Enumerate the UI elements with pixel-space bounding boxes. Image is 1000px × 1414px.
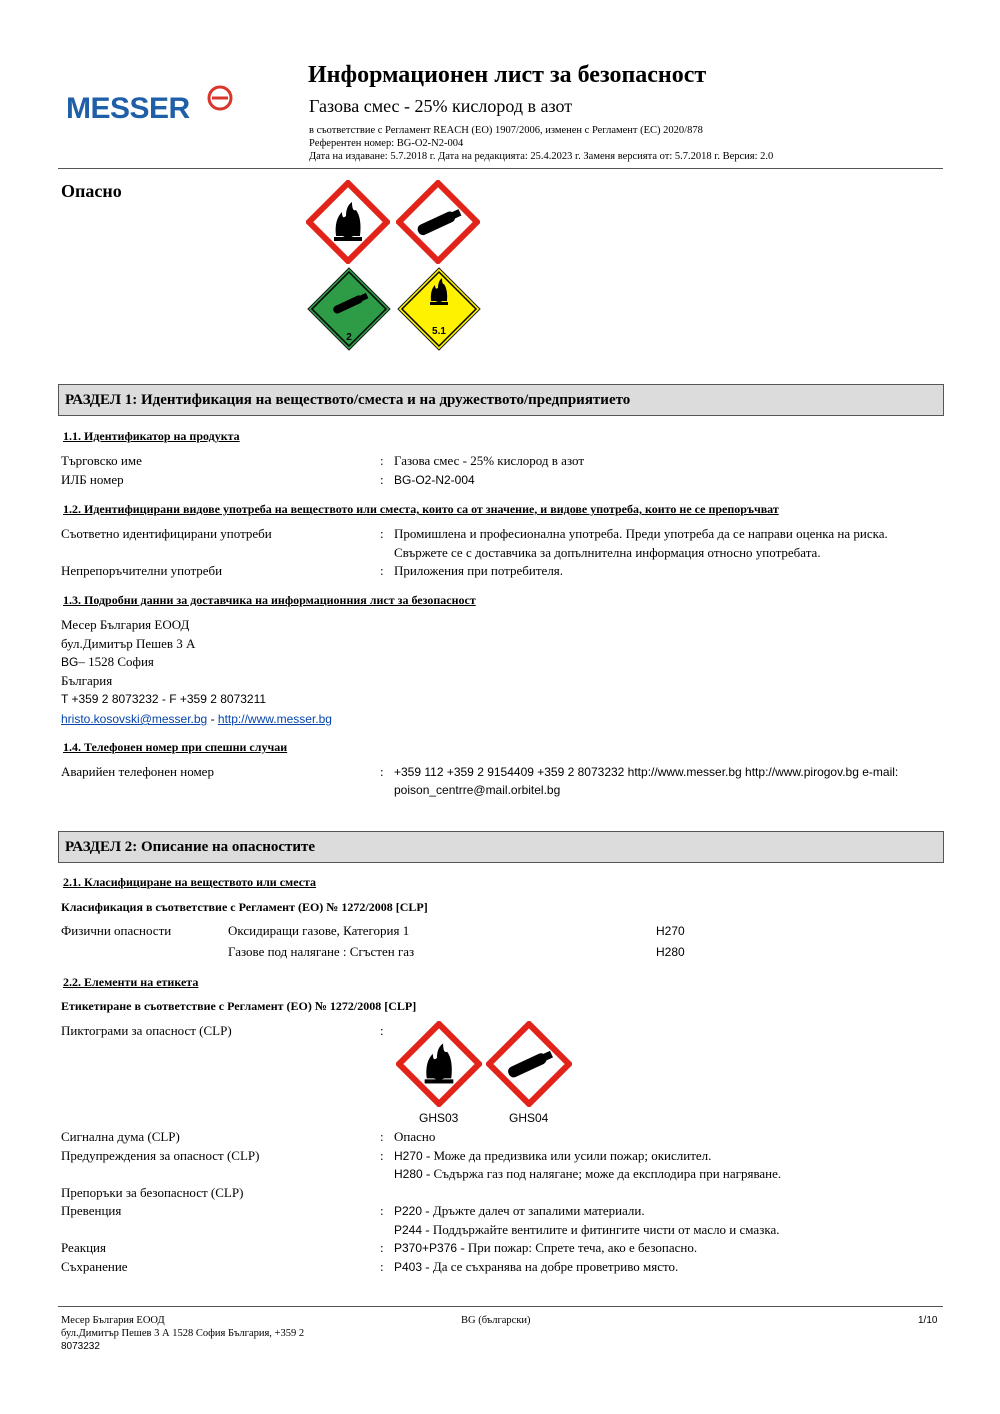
footer-company: Месер България ЕООД — [61, 1315, 165, 1326]
hazard-statements-label: Предупреждения за опасност (CLP) — [61, 1148, 260, 1163]
subsection-1-3-title: 1.3. Подробни данни за доставчика на информационния лист за безопасност — [63, 593, 476, 607]
identified-uses-value-2: Свържете се с доставчика за допълнителна информация относно употребата. — [394, 545, 821, 560]
section-1-heading — [58, 384, 944, 416]
messer-logo — [66, 84, 236, 124]
colon: : — [380, 472, 384, 487]
signal-word-label: Сигнална дума (CLP) — [61, 1129, 180, 1144]
reaction-label: Реакция — [61, 1240, 106, 1255]
footer-address-1: бул.Димитър Пешев 3 А 1528 София България, +359 2 — [61, 1328, 305, 1339]
colon: : — [380, 1240, 384, 1255]
classification-heading: Класификация в съответствие с Регламент (ЕО) № 1272/2008 [CLP] — [61, 900, 428, 914]
colon: : — [380, 764, 384, 779]
ghs04-code: GHS04 — [509, 1111, 549, 1125]
section-2-title: : Описание на опасностите — [132, 839, 316, 855]
physical-hazards-label: Физични опасности — [61, 923, 172, 938]
class-row-text: Газове под налягане : Сгъстен газ — [228, 944, 415, 959]
emergency-label: Аварийен телефонен номер — [61, 764, 214, 779]
section-1-number: РАЗДЕЛ 1 — [65, 392, 133, 408]
transport-label-2: 2 — [346, 332, 352, 343]
messer-emblem-icon — [206, 84, 234, 112]
flame-over-circle-icon — [396, 1021, 482, 1107]
supplier-name: Месер България ЕООД — [61, 617, 190, 632]
class-row-text: Оксидиращи газове, Категория 1 — [228, 923, 410, 938]
precautionary-statements-label: Препоръки за безопасност (CLP) — [61, 1185, 244, 1200]
section-2-number: РАЗДЕЛ 2 — [65, 839, 133, 855]
not-recommended-label: Непрепоръчителни употреби — [61, 563, 223, 578]
supplier-web-link[interactable]: http://www.messer.bg — [217, 712, 332, 726]
footer-divider — [58, 1306, 943, 1307]
identified-uses-label: Съответно идентифицирани употреби — [61, 526, 272, 541]
logo-text: MESSER — [66, 92, 190, 125]
footer-page-number: 1/10 — [918, 1315, 938, 1326]
subsection-1-4-title: 1.4. Телефонен номер при спешни случаи — [63, 740, 288, 754]
colon: : — [380, 526, 384, 541]
colon: : — [380, 1203, 384, 1218]
not-recommended-value: Приложения при потребителя. — [394, 563, 564, 578]
transport-oxidizer-5-1-icon — [396, 266, 482, 352]
regulation-line: в съответствие с Регламент REACH (ЕО) 1907/2006, изменен с Регламент (ЕС) 2020/878 — [309, 125, 703, 136]
colon: : — [380, 1259, 384, 1274]
subsection-2-2-title: 2.2. Елементи на етикета — [63, 975, 199, 989]
ilb-value: BG-O2-N2-004 — [394, 473, 475, 487]
p370-statement: P370+P376 - При пожар: Спрете теча, ако е безопасно. — [394, 1240, 698, 1255]
colon: : — [380, 1023, 384, 1038]
footer-language: BG (български) — [461, 1315, 531, 1326]
supplier-city: BG– 1528 София — [61, 654, 154, 669]
supplier-street: бул.Димитър Пешев 3 А — [61, 636, 196, 651]
class-row-code: H270 — [656, 924, 685, 938]
colon: : — [380, 453, 384, 468]
labelling-heading: Етикетиране в съответствие с Регламент (ЕО) № 1272/2008 [CLP] — [61, 999, 417, 1013]
supplier-phone: T +359 2 8073232 - F +359 2 8073211 — [61, 692, 267, 706]
transport-label-5-1: 5.1 — [432, 326, 446, 337]
footer-address-2: 8073232 — [61, 1341, 100, 1352]
trade-name-value: Газова смес - 25% кислород в азот — [394, 453, 585, 468]
supplier-country: България — [61, 673, 113, 688]
section-1-title: : Идентификация на веществото/сместа и на дружеството/предприятието — [132, 392, 631, 408]
supplier-contacts — [61, 711, 332, 727]
gas-cylinder-icon — [396, 180, 480, 264]
ilb-label: ИЛБ номер — [61, 472, 124, 487]
trade-name-label: Търговско име — [61, 453, 142, 468]
subsection-1-1-title: 1.1. Идентификатор на продукта — [63, 429, 240, 443]
storage-label: Съхранение — [61, 1259, 128, 1274]
h280-statement: H280 - Съдържа газ под налягане; може да експлодира при нагряване. — [394, 1166, 782, 1181]
ghs03-code: GHS03 — [419, 1111, 459, 1125]
contact-separator: - — [207, 712, 218, 726]
prevention-label: Превенция — [61, 1203, 122, 1218]
gas-cylinder-icon — [486, 1021, 572, 1107]
signal-word-value: Опасно — [394, 1129, 436, 1144]
transport-gas-2-icon — [306, 266, 392, 352]
colon: : — [380, 1129, 384, 1144]
h270-statement: H270 - Може да предизвика или усили пожар; окислител. — [394, 1148, 712, 1163]
flame-over-circle-icon — [306, 180, 390, 264]
p403-statement: P403 - Да се съхранява на добре проветриво място. — [394, 1259, 679, 1274]
dates-line: Дата на издаване: 5.7.2018 г. Дата на редакцията: 25.4.2023 г. Заменя версията от: 5.7.2018 г. Версия: 2.0 — [309, 151, 774, 162]
class-row-code: H280 — [656, 945, 685, 959]
p244-statement: P244 - Поддържайте вентилите и фитингите чисти от масло и смазка. — [394, 1222, 780, 1237]
signal-word-top: Опасно — [61, 181, 122, 201]
p220-statement: P220 - Дръжте далеч от запалими материали. — [394, 1203, 645, 1218]
header-divider — [58, 168, 943, 169]
section-2-heading — [58, 831, 944, 863]
subsection-1-2-title: 1.2. Идентифицирани видове употреба на веществото или сместа, които са от значение, и видове употреба, които не се препоръчват — [63, 502, 779, 516]
colon: : — [380, 1148, 384, 1163]
pictograms-label: Пиктограми за опасност (CLP) — [61, 1023, 232, 1038]
emergency-value-2: poison_centrre@mail.orbitel.bg — [394, 783, 561, 797]
emergency-value-1: +359 112 +359 2 9154409 +359 2 8073232 http://www.messer.bg http://www.pirogov.bg e-mail: — [394, 765, 899, 779]
identified-uses-value-1: Промишлена и професионална употреба. Преди употреба да се направи оценка на риска. — [394, 526, 888, 541]
document-title: Информационен лист за безопасност — [308, 62, 707, 88]
document-subtitle: Газова смес - 25% кислород в азот — [309, 96, 573, 116]
reference-line: Референтен номер: BG-O2-N2-004 — [309, 138, 464, 149]
subsection-2-1-title: 2.1. Класифициране на веществото или сместа — [63, 875, 317, 889]
supplier-email-link[interactable]: hristo.kosovski@messer.bg — [61, 712, 208, 726]
colon: : — [380, 563, 384, 578]
